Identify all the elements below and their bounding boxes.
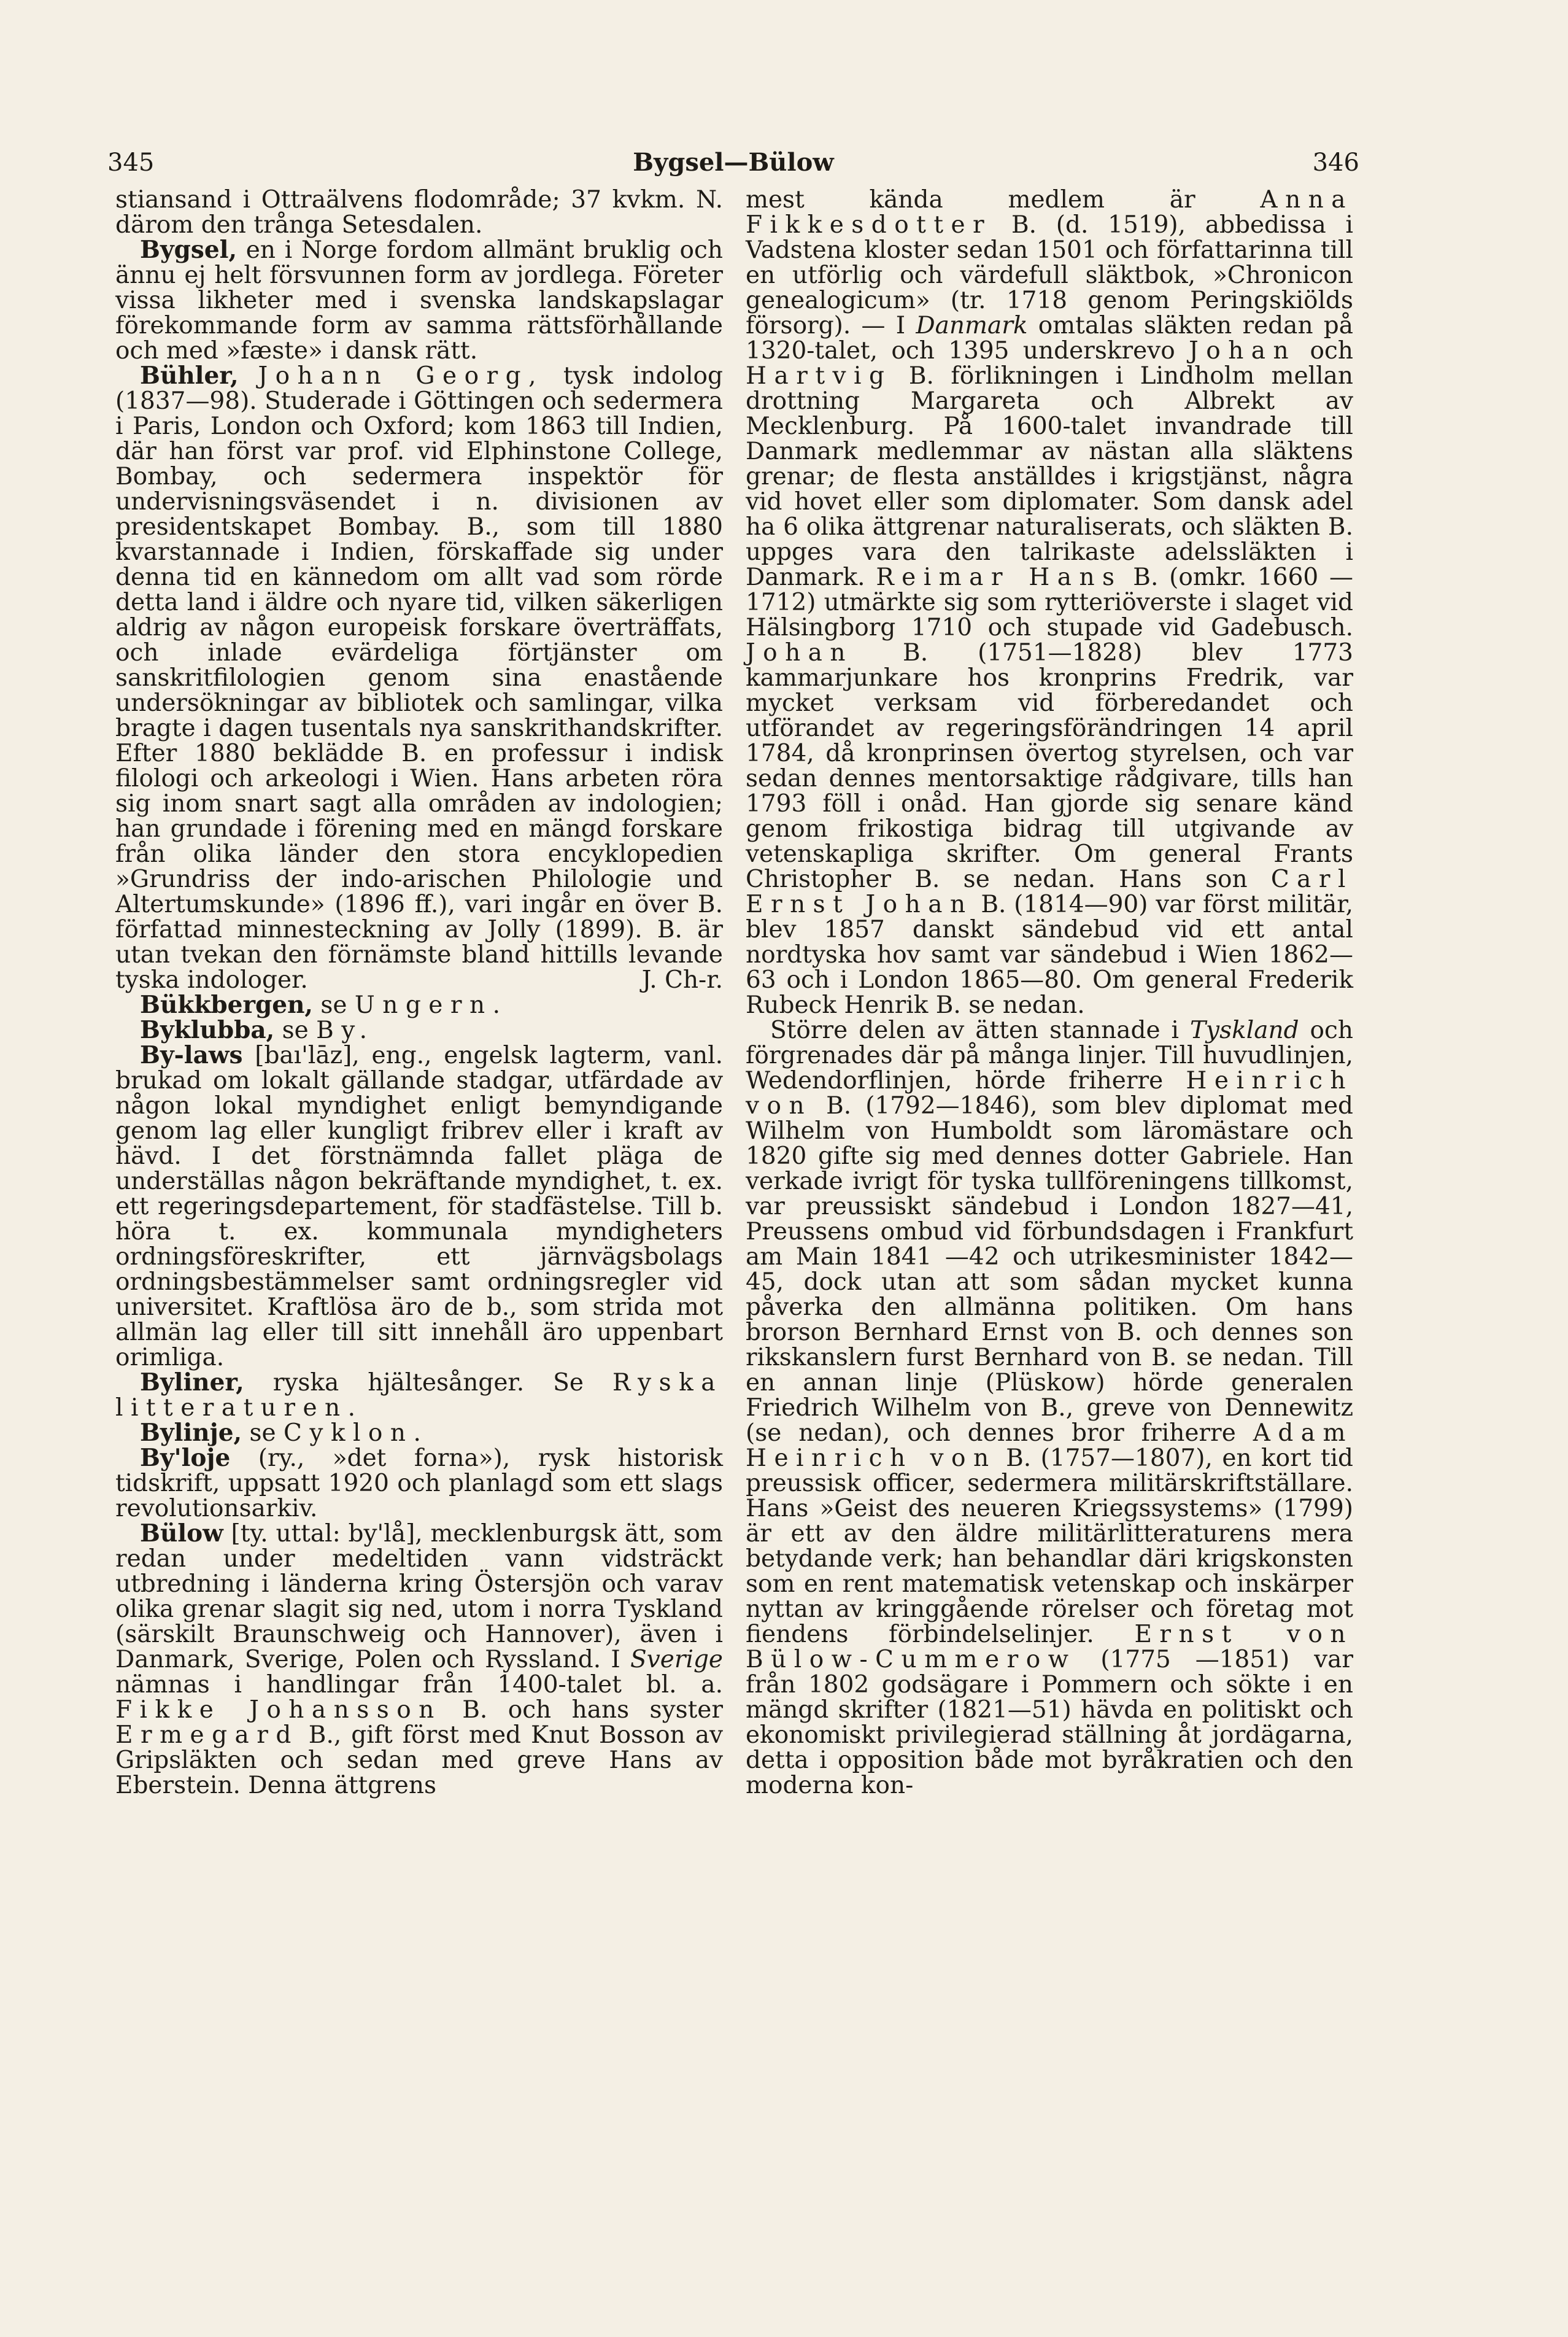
cross-reference: Ungern. <box>354 991 508 1019</box>
headword: Bühler, <box>140 362 239 390</box>
headword: Bülow <box>140 1519 223 1548</box>
headword: Bylinje, <box>140 1419 242 1447</box>
right-column <box>746 187 1353 1798</box>
entry-byloje: By'loje (ry., »det forna»), rysk historisk tidskrift, uppsatt 1920 och planlagd som ett slags revolutionsarkiv. <box>115 1444 723 1522</box>
page-number-left: 345 <box>107 149 155 177</box>
cross-reference: Ryska litteraturen. <box>115 1369 723 1422</box>
entry-byliner: Byliner, ryska hjältesånger. Se Ryska litteraturen. <box>115 1368 723 1422</box>
headword: By'loje <box>140 1444 231 1472</box>
headword: Byklubba, <box>140 1016 275 1044</box>
headword: By-laws <box>140 1041 243 1069</box>
left-column <box>115 187 723 1798</box>
headword: Bygsel, <box>140 236 238 264</box>
entry-bulow: Bülow [ty. uttal: by'lå], mecklenburgsk ätt, som redan under medeltiden vann vidsträckt utbredning i länderna kring Östersjön och varav olika grenar slagit sig ned, utom i norra Tyskland (särskilt Braunschweig och Hannover), även i Danmark, Sverige, Polen och Ryssland. I Sverige nämnas i handlingar från 1400-talet bl. a. Fikke Johansson B. och hans syster Ermegard B., gift först med Knut Bosson av Gripsläkten och sedan med greve Hans av Eberstein. Denna ättgrens <box>115 1519 724 1799</box>
running-title: Bygsel—Bülow <box>633 148 834 177</box>
page-header <box>107 141 1359 184</box>
author-signature: J. Ch-r. <box>641 966 723 994</box>
cross-reference: By. <box>316 1017 375 1044</box>
page-number-right: 346 <box>1312 149 1359 177</box>
entry-continuation: stiansand i Ottraälvens flodområde; 37 kvkm. N. därom den trånga Setesdalen. <box>115 186 723 239</box>
entry-bulow-tyskland: Större delen av ätten stannade i Tyskland och förgrenades där på många linjer. Till huvudlinjen, Wedendorflinjen, hörde friherre Heinrich von B. (1792—1846), som blev diplomat med Wilhelm von Humboldt som läromästare och 1820 gifte sig med dennes dotter Gabriele. Han verkade ivrigt för tyska tullföreningens tillkomst, var preussiskt sändebud i London 1827—41, Preussens ombud vid förbundsdagen i Frankfurt am Main 1841 —42 och utrikesminister 1842—45, dock utan att som sådan mycket kunna påverka den allmänna politiken. Om hans brorson Bernhard Ernst von B. och dennes son rikskanslern furst Bernhard von B. se nedan. Till en annan linje (Plüskow) hörde generalen Friedrich Wilhelm von B., greve von Dennewitz (se nedan), och dennes bror friherre Adam Heinrich von B. (1757—1807), en kort tid preussisk officer, sedermera militärskriftställare. Hans »Geist des neueren Kriegssystems» (1799) är ett av den äldre militärlitteraturens mera betydande verk; han behandlar däri krigskonsten som en rent matematisk vetenskap och inskärper nyttan av kringgående rörelser och företag mot fiendens förbindelselinjer. Ernst von Bülow-Cummerow (1775 —1851) var från 1802 godsägare i Pommern och sökte i en mängd skrifter (1821—51) hävda en politiskt och ekonomiskt privilegierad ställning åt jordägarna, detta i opposition både mot byråkratien och den moderna kon- <box>746 1017 1354 1799</box>
entry-bukkbergen: Bükkbergen, se Ungern. <box>140 991 508 1019</box>
entry-bylaws: By-laws [baı'lāz], eng., engelsk lagterm, vanl. brukad om lokalt gällande stadgar, utfärdade av någon lokal myndighet enligt bemyndigande genom lag eller kungligt fribrev eller i kraft av hävd. I det förstnämnda fallet pläga de underställas någon bekräftande myndighet, t. ex. ett regeringsdepartement, för stadfästelse. Till b. höra t. ex. kommunala myndigheters ordningsföreskrifter, ett järnvägsbolags ordningsbestämmelser samt ordningsregler vid universitet. Kraftlösa äro de b., som strida mot allmän lag eller till sitt innehåll äro uppenbart orimliga. <box>115 1041 723 1371</box>
entry-buhler: Bühler, Johann Georg, tysk indolog (1837—98). Studerade i Göttingen och sedermera i Paris, London och Oxford; kom 1863 till Indien, där han först var prof. vid Elphinstone College, Bombay, och sedermera inspektör för undervisningsväsendet i n. divisionen av presidentskapet Bombay. B., som till 1880 kvarstannade i Indien, förskaffade sig under denna tid en kännedom om allt vad som rörde detta land i äldre och nyare tid, vilken säkerligen aldrig av någon europeisk forskare överträffats, och inlade evärdeliga förtjänster om sanskritfilologien genom sina enastående undersökningar av bibliotek och samlingar, vilka bragte i dagen tusentals nya sanskrithandskrifter. Efter 1880 beklädde B. en professur i indisk filologi och arkeologi i Wien. Hans arbeten röra sig inom snart sagt alla områden av indologien; han grundade i förening med en mängd forskare från olika länder den stora encyklopedien »Grundriss der indo-arischen Philologie und Altertumskunde» (1896 ff.), vari ingår en över B. författad minnesteckning av Jolly (1899). B. är utan tvekan den förnämste bland hittills levande tyska indologer. J. Ch-r. <box>115 362 723 994</box>
entry-byklubba: Byklubba, se By. <box>140 1016 375 1044</box>
entry-bylinje: Bylinje, se Cyklon. <box>140 1419 429 1447</box>
entry-bygsel: Bygsel, en i Norge fordom allmänt bruklig och ännu ej helt försvunnen form av jordlega. Företer vissa likheter med i svenska landskapslagar förekommande form av samma rättsförhållande och med »fæste» i dansk rätt. <box>115 236 723 365</box>
headword: Byliner, <box>140 1368 244 1397</box>
cross-reference: Cyklon. <box>284 1419 429 1447</box>
entry-bulow-continued: mest kända medlem är Anna Fikkesdotter B. (d. 1519), abbedissa i Vadstena kloster sedan 1501 och författarinna till en utförlig och värdefull släktbok, »Chronicon genealogicum» (tr. 1718 genom Peringskiölds försorg). — I Danmark omtalas släkten redan på 1320-talet, och 1395 underskrevo Johan och Hartvig B. förlikningen i Lindholm mellan drottning Margareta och Albrekt av Mecklenburg. På 1600-talet invandrade till Danmark medlemmar av nästan alla släktens grenar; de flesta anställdes i krigstjänst, några vid hovet eller som diplomater. Som dansk adel ha 6 olika ättgrenar naturaliserats, och släkten B. uppges vara den talrikaste adelssläkten i Danmark. Reimar Hans B. (omkr. 1660 —1712) utmärkte sig som rytteriöverste i slaget vid Hälsingborg 1710 och stupade vid Gadebusch. Johan B. (1751—1828) blev 1773 kammarjunkare hos kronprins Fredrik, var mycket verksam vid förberedandet och utförandet av regeringsförändringen 14 april 1784, då kronprinsen övertog styrelsen, och var sedan dennes mentorsaktige rådgivare, tills han 1793 föll i onåd. Han gjorde sig senare känd genom frikostiga bidrag till utgivande av vetenskapliga skrifter. Om general Frants Christopher B. se nedan. Hans son Carl Ernst Johan B. (1814—90) var först militär, blev 1857 danskt sändebud vid ett antal nordtyska hov samt var sändebud i Wien 1862—63 och i London 1865—80. Om general Frederik Rubeck Henrik B. se nedan. <box>746 186 1353 1019</box>
headword: Bükkbergen, <box>140 991 314 1019</box>
